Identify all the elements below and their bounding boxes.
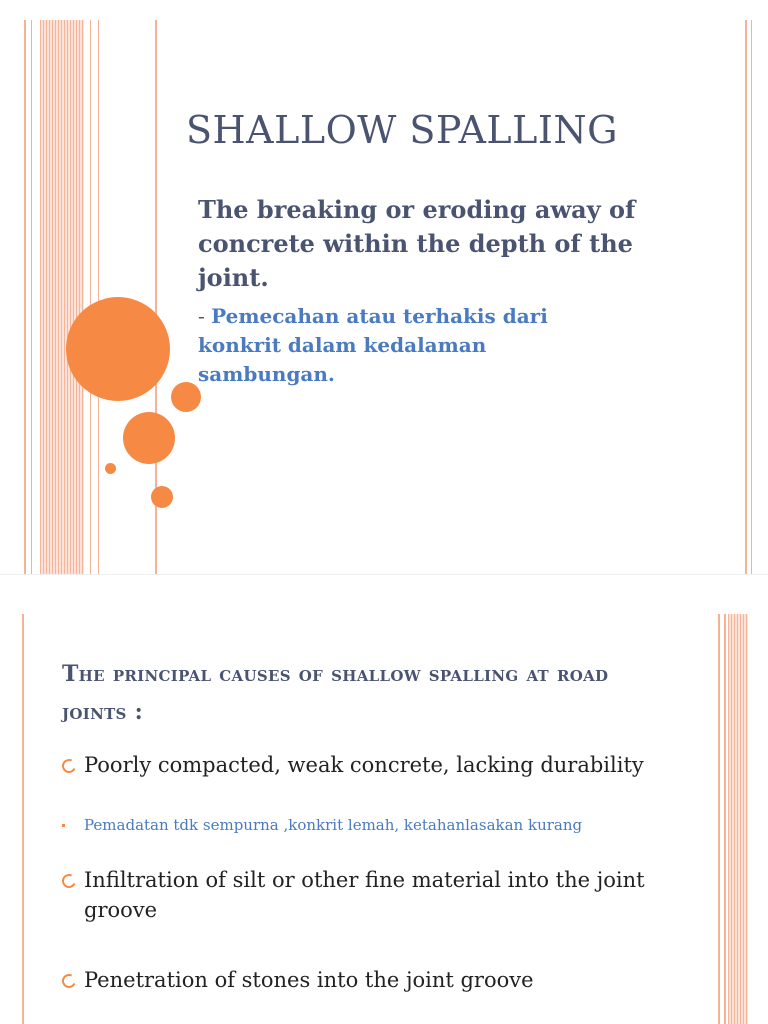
bullet-text: Infiltration of silt or other fine material into the joint groove xyxy=(84,868,645,922)
sub-list-item xyxy=(62,815,622,836)
sub-bullet-text: Pemadatan tdk sempurna ,konkrit lemah, ketahanlasakan kurang xyxy=(84,816,583,834)
decorative-line xyxy=(90,20,91,574)
bullet-text: Penetration of stones into the joint groove xyxy=(84,968,534,992)
bullet-text: Poorly compacted, weak concrete, lacking durability xyxy=(84,753,644,777)
decorative-line xyxy=(745,20,747,574)
decorative-stripe-block xyxy=(40,20,84,574)
definition-text: The breaking or eroding away of concrete within the depth of the joint. xyxy=(198,195,636,292)
decorative-circle-medium xyxy=(123,412,175,464)
translation-text xyxy=(198,302,628,389)
decorative-line xyxy=(24,20,26,574)
decorative-line xyxy=(22,614,24,1024)
decorative-circle-small xyxy=(151,486,173,508)
translation-dash: - xyxy=(198,304,212,328)
list-item xyxy=(62,750,662,780)
translation-body: Pemecahan atau terhakis dari konkrit dalam kedalaman sambungan. xyxy=(198,304,548,386)
decorative-line xyxy=(751,20,752,574)
list-item xyxy=(62,865,662,925)
decorative-line xyxy=(98,20,99,574)
decorative-line xyxy=(718,614,720,1024)
list-item xyxy=(62,965,662,995)
decorative-line xyxy=(724,614,726,1024)
slide-2-title: The principal causes of shallow spalling at road joints : xyxy=(62,661,609,725)
slide-title: SHALLOW SPALLING xyxy=(186,108,619,152)
bullet-icon xyxy=(60,872,78,890)
sub-bullet-icon xyxy=(62,824,65,827)
decorative-circle-tiny xyxy=(105,463,116,474)
bullet-icon xyxy=(60,757,78,775)
decorative-circle-large xyxy=(66,297,170,401)
bullet-icon xyxy=(60,972,78,990)
decorative-line xyxy=(31,20,32,574)
decorative-stripe-block xyxy=(728,614,748,1024)
decorative-circle-small xyxy=(171,382,201,412)
